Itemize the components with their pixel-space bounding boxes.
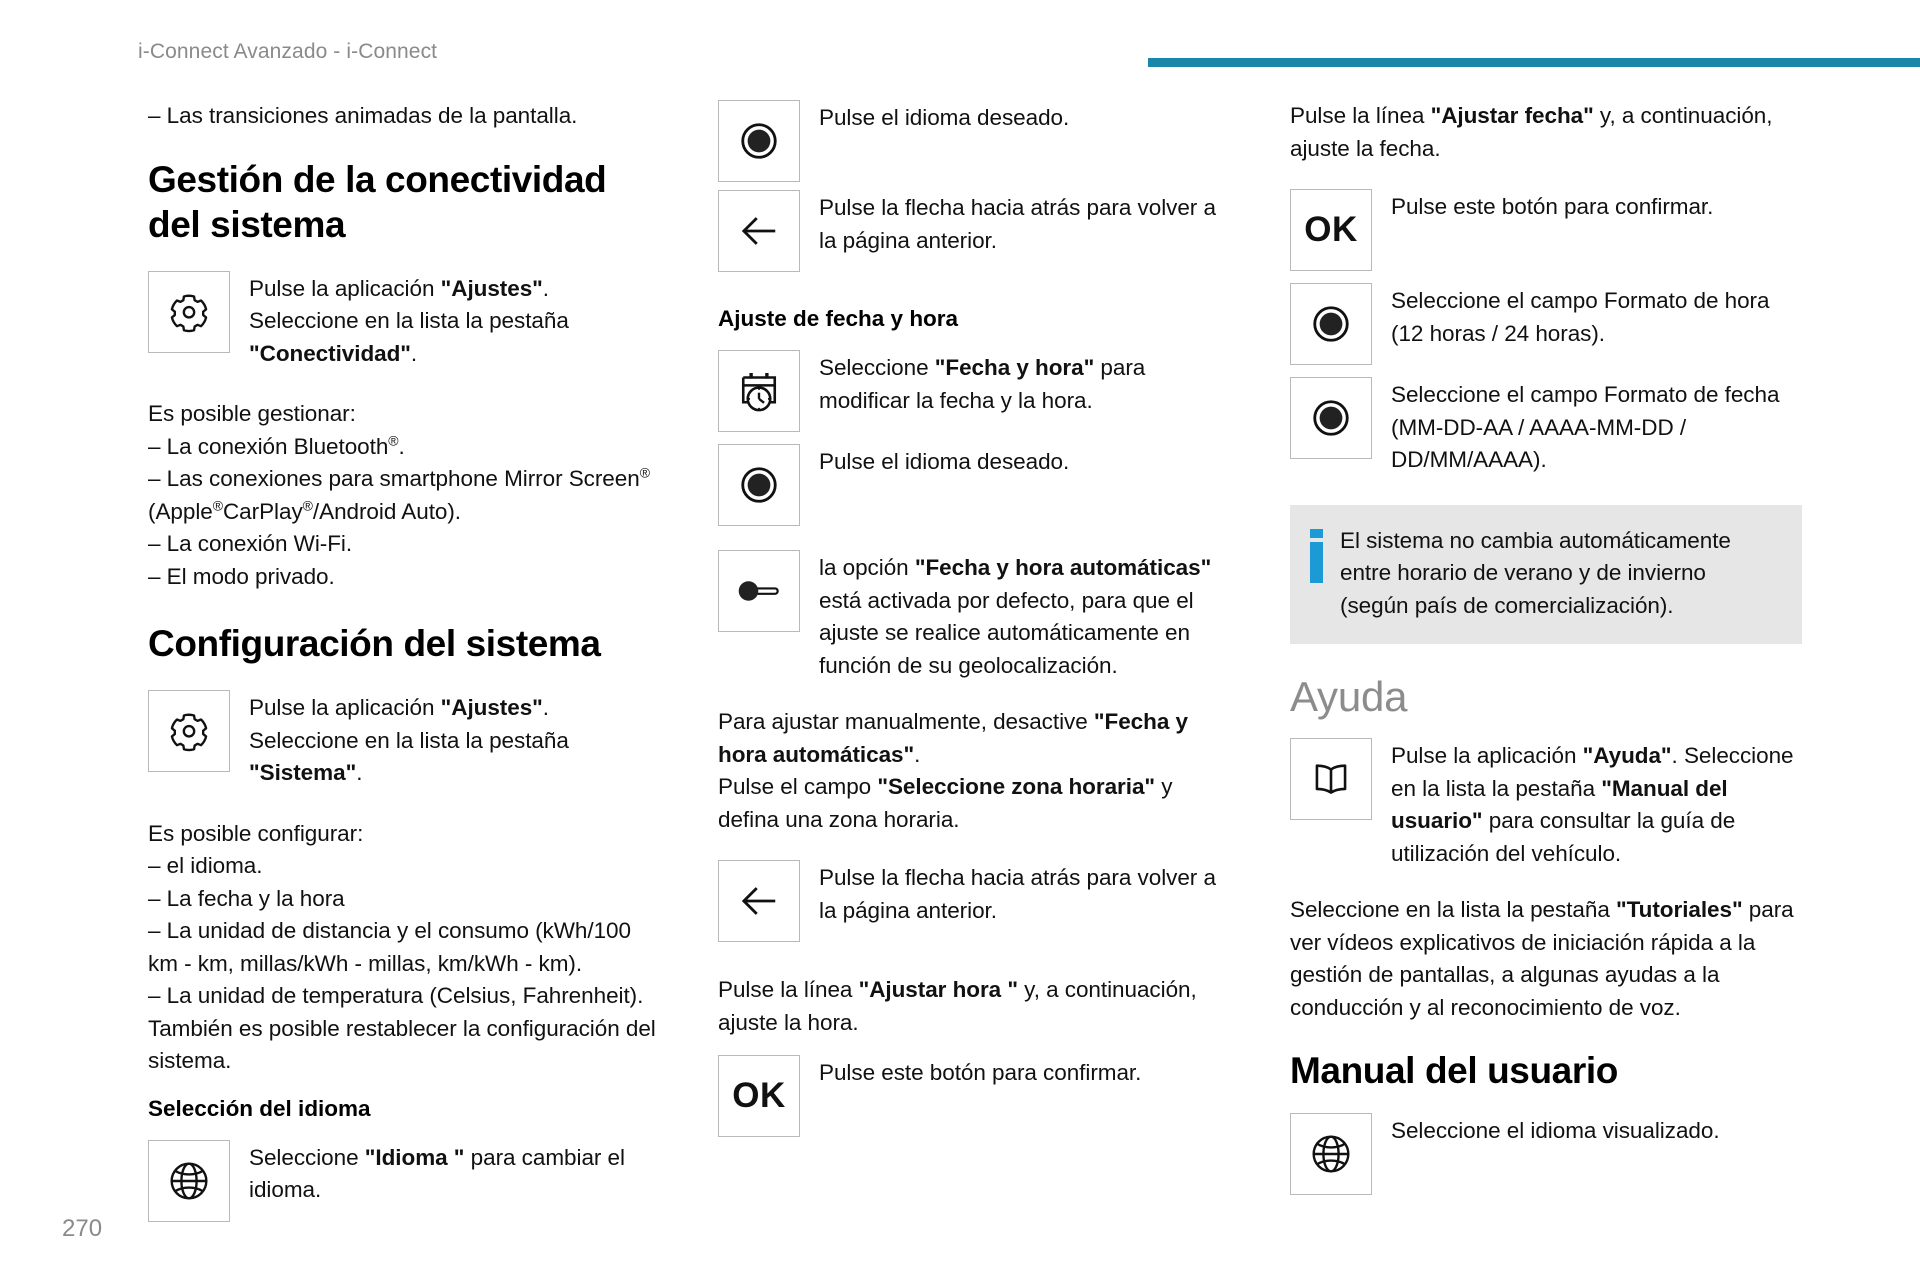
help-line2-bold: "Manual del usuario" (1391, 775, 1728, 833)
heading-language-selection: Selección del idioma (148, 1095, 371, 1121)
settings-conn-line2-bold: "Conectividad" (249, 340, 411, 366)
toggle-text-pre: la opción (819, 555, 915, 580)
language-row-text (249, 1140, 660, 1207)
intro-bullet: – Las transiciones animadas de la pantalla. (148, 103, 578, 128)
help-line1-post: . (1671, 743, 1678, 768)
column-2 (718, 100, 1230, 1137)
gear-icon (148, 690, 230, 772)
settings-system-row (148, 690, 660, 790)
manage-intro: Es posible gestionar: (148, 401, 356, 426)
date-format-text: Seleccione el campo Formato de fecha (MM-DD-AA / AAAA-MM-DD / DD/MM/AAAA). (1391, 382, 1780, 472)
gear-icon (148, 271, 230, 353)
back-arrow-row-1 (718, 190, 1230, 272)
manual-adjust-para-2 (718, 771, 1230, 836)
manual-p1-post: . (914, 741, 921, 767)
set-hour-pre: Pulse la línea (718, 977, 859, 1002)
settings-sys-line1-bold: "Ajustes" (440, 695, 543, 720)
tutorials-post: para ver vídeos explicativos de iniciación rápida a la gestión de pantallas, a algunas ayudas a la conducción y al reconocimiento de voz. (1290, 897, 1794, 1020)
settings-sys-line1-pre: Pulse la aplicación (249, 695, 441, 720)
ok-button[interactable]: OK (1290, 189, 1372, 271)
set-date-post: y, a continuación, ajuste la fecha. (1290, 103, 1773, 161)
settings-conn-line1-bold: "Ajustes" (440, 275, 543, 301)
header-accent-rule (1148, 58, 1920, 67)
book-icon (1290, 738, 1372, 820)
globe-icon (1290, 1113, 1372, 1195)
hour-format-row (1290, 283, 1802, 365)
set-hour-bold: "Ajustar hora " (858, 977, 1018, 1002)
ok-confirm-row-col2 (718, 1055, 1230, 1137)
heading-configuration: Configuración del sistema (148, 623, 601, 664)
set-date-para (1290, 100, 1802, 165)
language-text-post: para cambiar el idioma. (249, 1144, 625, 1202)
info-icon (1310, 525, 1323, 583)
back-arrow-icon (718, 190, 800, 272)
info-icon-bar (1310, 542, 1323, 583)
manage-item-1: – Las conexiones para smartphone Mirror Screen® (Apple®CarPlay®/Android Auto). (148, 464, 650, 524)
heading-datetime: Ajuste de fecha y hora (718, 306, 959, 331)
manual-p2-post: y defina una zona horaria. (718, 774, 1173, 832)
display-language-row (1290, 1113, 1802, 1195)
settings-connectivity-row (148, 271, 660, 371)
tutorials-pre: Seleccione en la lista la pestaña (1290, 897, 1617, 922)
back-arrow-text-2: Pulse la flecha hacia atrás para volver a la página anterior. (819, 865, 1216, 923)
manual-p2-pre: Pulse el campo (718, 774, 878, 799)
manual-p2-bold: "Seleccione zona horaria" (877, 774, 1156, 799)
column-1 (148, 100, 660, 1222)
language-text-pre: Seleccione (249, 1144, 365, 1170)
back-arrow-text-1: Pulse la flecha hacia atrás para volver a la página anterior. (819, 195, 1216, 253)
settings-sys-line2-bold: "Sistema" (249, 760, 357, 785)
settings-conn-line1-pre: Pulse la aplicación (249, 275, 441, 301)
settings-conn-line2-post: . (410, 340, 418, 366)
config-intro: Es posible configurar: (148, 820, 364, 846)
page-number: 270 (62, 1215, 103, 1242)
ok-confirm-text-col3: Pulse este botón para confirmar. (1391, 194, 1714, 219)
back-arrow-row-2 (718, 860, 1230, 942)
display-language-text: Seleccione el idioma visualizado. (1391, 1118, 1720, 1143)
set-date-pre: Pulse la línea (1290, 103, 1431, 128)
running-header: i-Connect Avanzado - i-Connect (138, 40, 438, 63)
calendar-text-pre: Seleccione (819, 355, 935, 380)
language-select-text-2: Pulse el idioma deseado. (819, 449, 1070, 474)
help-line1-bold: "Ayuda" (1582, 743, 1672, 768)
calendar-row (718, 350, 1230, 432)
set-hour-post: y, a continuación, ajuste la hora. (718, 977, 1197, 1035)
calendar-clock-icon (718, 350, 800, 432)
manage-item-2: – La conexión Wi-Fi. (148, 531, 353, 556)
info-callout (1290, 505, 1802, 645)
calendar-text-bold: "Fecha y hora" (934, 355, 1095, 380)
config-item-1: – La fecha y la hora (148, 885, 345, 911)
column-3 (1290, 100, 1802, 1195)
manual-p1-pre: Para ajustar manualmente, desactive (718, 709, 1094, 734)
language-select-row (718, 100, 1230, 182)
help-line2-pre: Seleccione en la lista la pestaña (1391, 743, 1794, 801)
radio-button-icon (1290, 377, 1372, 459)
settings-sys-line2: Seleccione en la lista la pestaña (249, 727, 569, 753)
heading-connectivity: Gestión de la conectividad del sistema (148, 158, 607, 245)
toggle-switch-icon (718, 550, 800, 632)
config-reset: También es posible restablecer la configuración del sistema. (148, 1015, 656, 1073)
ok-button[interactable]: OK (718, 1055, 800, 1137)
help-app-row (1290, 738, 1802, 870)
toggle-text-post: está activada por defecto, para que el ajuste se realice automáticamente en función de su geolocalización. (819, 587, 1194, 678)
back-arrow-icon (718, 860, 800, 942)
language-select-text: Pulse el idioma deseado. (819, 105, 1070, 130)
settings-conn-line1-post: . (542, 275, 549, 301)
settings-conn-line2: Seleccione en la lista la pestaña (249, 308, 569, 333)
globe-icon (148, 1140, 230, 1222)
config-item-2: – La unidad de distancia y el consumo (kWh/100 km - km, millas/kWh - millas, km/kWh - km). (148, 918, 631, 976)
heading-user-manual: Manual del usuario (1290, 1050, 1618, 1091)
date-format-row (1290, 377, 1802, 477)
info-callout-text: El sistema no cambia automáticamente entre horario de verano y de invierno (según país de comercialización). (1340, 527, 1731, 618)
radio-button-icon (718, 100, 800, 182)
set-date-bold: "Ajustar fecha" (1430, 103, 1594, 128)
hour-format-text: Seleccione el campo Formato de hora (12 horas / 24 horas). (1391, 288, 1770, 346)
tutorials-bold: "Tutoriales" (1616, 897, 1743, 922)
manual-adjust-para-1 (718, 706, 1230, 771)
manage-item-3: – El modo privado. (148, 563, 335, 589)
manage-item-0: – La conexión Bluetooth®. (148, 432, 405, 459)
config-item-3: – La unidad de temperatura (Celsius, Fahrenheit). (148, 983, 644, 1008)
language-text-bold: "Idioma " (364, 1144, 465, 1170)
help-line2-post: para consultar la guía de utilización del vehículo. (1391, 808, 1736, 866)
settings-sys-line2-post: . (356, 760, 363, 785)
tutorials-para (1290, 894, 1802, 1024)
auto-datetime-toggle-row (718, 550, 1230, 682)
toggle-text-bold: "Fecha y hora automáticas" (914, 555, 1212, 580)
language-select-row-2 (718, 444, 1230, 526)
ok-confirm-text-col2: Pulse este botón para confirmar. (819, 1060, 1142, 1085)
heading-help: Ayuda (1290, 673, 1408, 720)
info-icon-dot (1310, 529, 1323, 538)
radio-button-icon (1290, 283, 1372, 365)
settings-system-text (249, 690, 660, 790)
settings-sys-line1-post: . (542, 695, 549, 720)
manual-p1-bold: "Fecha y hora automáticas" (718, 709, 1188, 767)
calendar-text-post: para modificar la fecha y la hora. (819, 355, 1146, 413)
config-item-0: – el idioma. (148, 853, 263, 878)
set-hour-para (718, 974, 1230, 1039)
radio-button-icon (718, 444, 800, 526)
settings-connectivity-text (249, 271, 660, 371)
help-line1-pre: Pulse la aplicación (1391, 743, 1583, 768)
ok-confirm-row-col3 (1290, 189, 1802, 271)
language-row (148, 1140, 660, 1222)
